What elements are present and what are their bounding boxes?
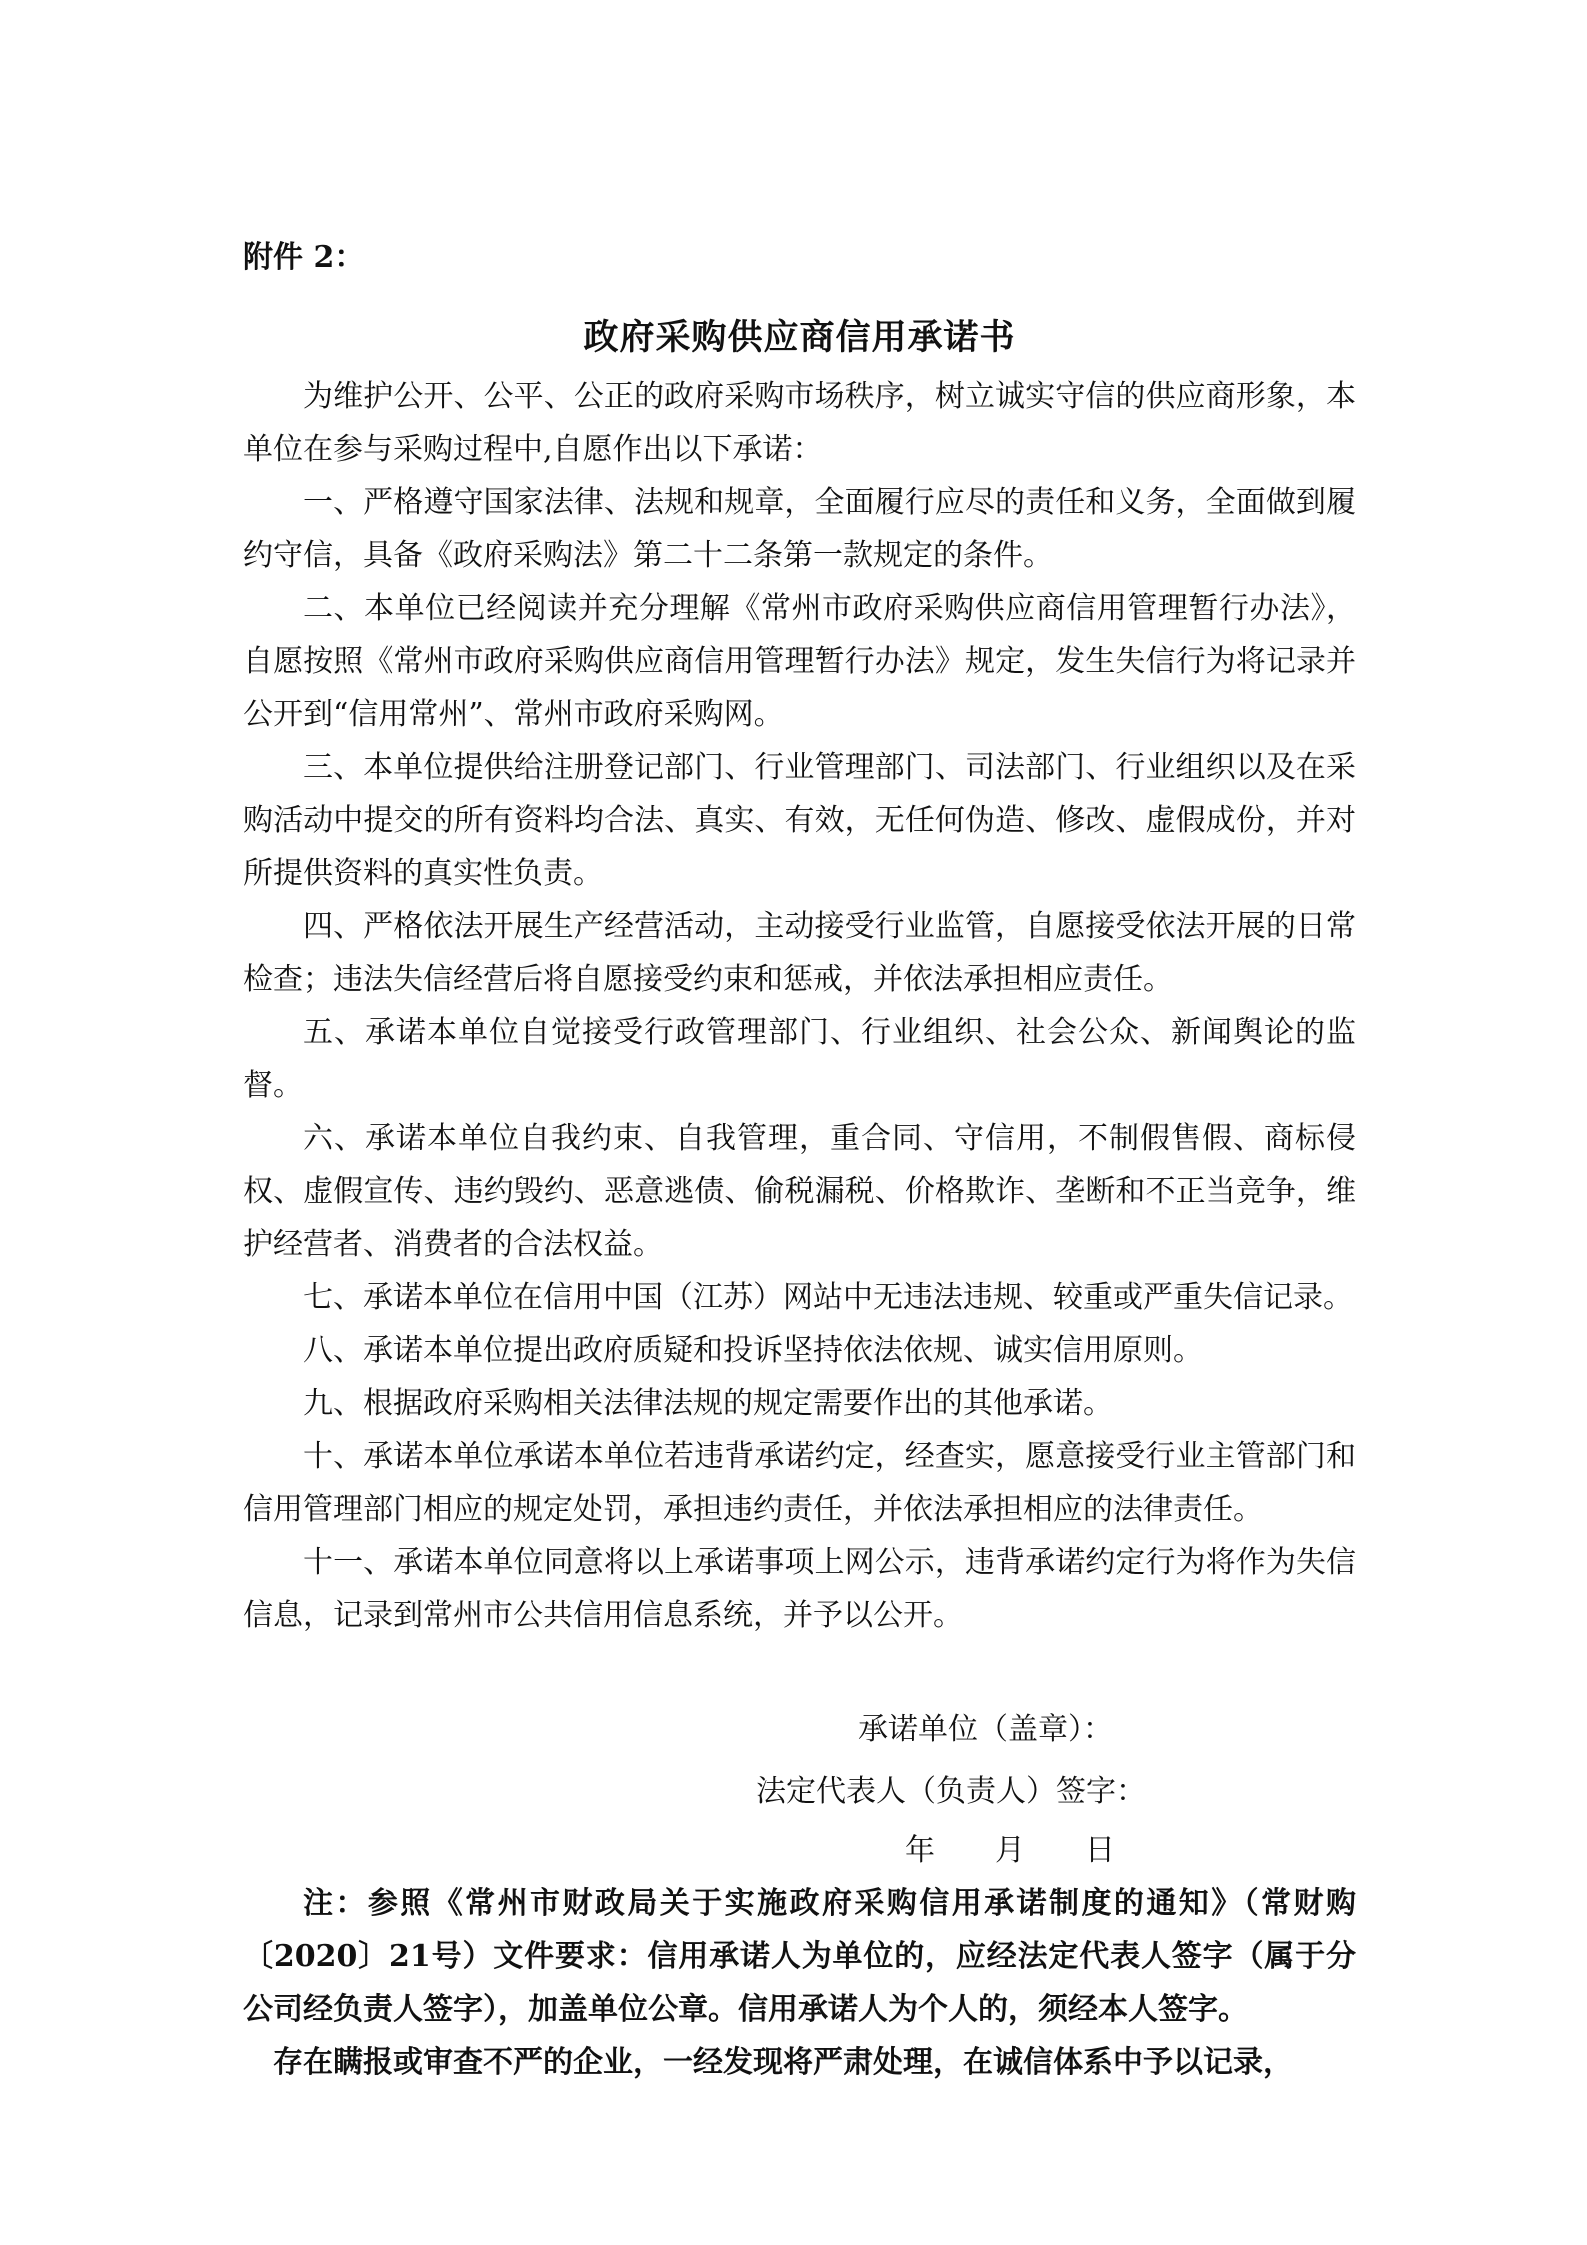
paragraph-item-6: 六、承诺本单位自我约束、自我管理，重合同、守信用，不制假售假、商标侵权、虚假宣传、违约毁约、恶意逃债、偷税漏税、价格欺诈、垄断和不正当竞争，维护经营者、消费者的合法权益。 (243, 1121, 1356, 1262)
paragraph-item-1: 一、严格遵守国家法律、法规和规章，全面履行应尽的责任和义务，全面做到履约守信，具备《政府采购法》第二十二条第一款规定的条件。 (243, 485, 1356, 573)
signature-unit-seal: 承诺单位（盖章）： (858, 1712, 1113, 1747)
paragraph-item-11: 十一、承诺本单位同意将以上承诺事项上网公示，违背承诺约定行为将作为失信信息，记录到常州市公共信用信息系统，并予以公开。 (243, 1545, 1356, 1633)
paragraph-item-5: 五、承诺本单位自觉接受行政管理部门、行业组织、社会公众、新闻舆论的监督。 (243, 1015, 1356, 1103)
note-first-paragraph: 注：参照《常州市财政局关于实施政府采购信用承诺制度的通知》（常财购〔2020〕21号）文件要求：信用承诺人为单位的，应经法定代表人签字（属于分公司经负责人签字），加盖单位公章。信用承诺人为个人的，须经本人签字。 (243, 1886, 1356, 2027)
note-section (243, 1877, 1356, 2089)
paragraph-intro: 为维护公开、公平、公正的政府采购市场秩序，树立诚实守信的供应商形象，本单位在参与采购过程中,自愿作出以下承诺： (243, 379, 1356, 467)
paragraph-item-8: 八、承诺本单位提出政府质疑和投诉坚持依法依规、诚实信用原则。 (303, 1333, 1203, 1368)
attachment-label: 附件 2： (243, 240, 365, 275)
paragraph-item-2: 二、本单位已经阅读并充分理解《常州市政府采购供应商信用管理暂行办法》，自愿按照《常州市政府采购供应商信用管理暂行办法》规定，发生失信行为将记录并公开到“信用常州”、常州市政府采购网。 (243, 591, 1356, 732)
paragraph-item-4: 四、严格依法开展生产经营活动，主动接受行业监管，自愿接受依法开展的日常检查；违法失信经营后将自愿接受约束和惩戒，并依法承担相应责任。 (243, 909, 1356, 997)
paragraph-item-10: 十、承诺本单位承诺本单位若违背承诺约定，经查实，愿意接受行业主管部门和信用管理部门相应的规定处罚，承担违约责任，并依法承担相应的法律责任。 (243, 1439, 1356, 1527)
note-second-paragraph: 存在瞒报或审查不严的企业，一经发现将严肃处理，在诚信体系中予以记录， (273, 2045, 1293, 2080)
commitment-body (243, 370, 1356, 1642)
signature-date: 年 月 日 (905, 1833, 1115, 1868)
paragraph-item-9: 九、根据政府采购相关法律法规的规定需要作出的其他承诺。 (303, 1386, 1113, 1421)
paragraph-item-7: 七、承诺本单位在信用中国（江苏）网站中无违法违规、较重或严重失信记录。 (303, 1280, 1353, 1315)
paragraph-item-3: 三、本单位提供给注册登记部门、行业管理部门、司法部门、行业组织以及在采购活动中提交的所有资料均合法、真实、有效，无任何伪造、修改、虚假成份，并对所提供资料的真实性负责。 (243, 750, 1356, 891)
document-title: 政府采购供应商信用承诺书 (583, 317, 1016, 358)
signature-representative: 法定代表人（负责人）签字： (756, 1774, 1146, 1809)
